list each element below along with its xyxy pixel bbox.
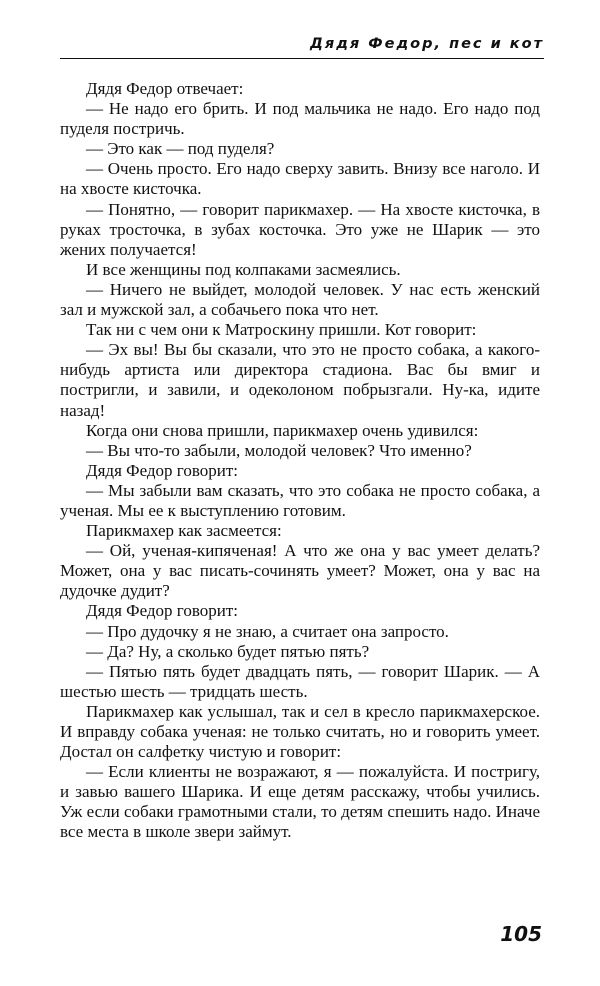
header-rule <box>60 58 544 59</box>
paragraph: Парикмахер как засмеется: <box>86 521 282 541</box>
paragraph: — Про дудочку я не знаю, а считает она запросто. <box>86 621 449 641</box>
paragraph: — Если клиенты не возражают, я — пожалуйста. И постригу, и завью вашего Шарика. И еще детям расскажу, чтобы учились. Уж если собаки грамотными стали, то детям спешить надо. Иначе все места в школе звери займут. <box>60 762 540 842</box>
paragraph: — Ой, ученая-кипяченая! А что же она у вас умеет делать? Может, она у вас писать-сочинять умеет? Может, она у вас на дудочке дудит? <box>60 541 540 601</box>
paragraph: Когда они снова пришли, парикмахер очень удивился: <box>86 420 479 440</box>
paragraph: И все женщины под колпаками засмеялись. <box>86 259 401 279</box>
paragraph: — Мы забыли вам сказать, что это собака не просто собака, а ученая. Мы ее к выступлению готовим. <box>60 480 540 520</box>
paragraph: — Эх вы! Вы бы сказали, что это не просто собака, а какого-нибудь артиста или директора стадиона. Вас бы вмиг и постригли, и завили, и одеколоном побрызгали. Ну-ка, идите назад! <box>60 340 540 420</box>
paragraph: Дядя Федор говорит: <box>86 460 238 480</box>
paragraph: — Да? Ну, а сколько будет пятью пять? <box>86 641 370 661</box>
paragraph: Дядя Федор отвечает: <box>86 79 244 98</box>
paragraph: — Вы что-то забыли, молодой человек? Что именно? <box>86 440 472 460</box>
page-text <box>60 79 540 843</box>
paragraph: — Ничего не выйдет, молодой человек. У нас есть женский зал и мужской зал, а собачьего пока что нет. <box>60 279 540 320</box>
paragraph: — Не надо его брить. И под мальчика не надо. Его надо под пуделя постричь. <box>60 99 540 139</box>
running-title: Дядя Федор, пес и кот <box>309 36 544 52</box>
paragraph: — Пятью пять будет двадцать пять, — говорит Шарик. — А шестью шесть — тридцать шесть. <box>60 661 540 701</box>
paragraph: — Это как — под пуделя? <box>86 139 275 159</box>
paragraph: — Очень просто. Его надо сверху завить. Внизу все наголо. И на хвосте кисточка. <box>60 159 540 199</box>
paragraph: Дядя Федор говорит: <box>86 601 238 621</box>
paragraph: Парикмахер как услышал, так и сел в кресло парикмахерское. И вправду собака ученая: не только считать, но и говорить умеет. Достал он салфетку чистую и говорит: <box>60 701 540 762</box>
paragraph: Так ни с чем они к Матроскину пришли. Кот говорит: <box>86 320 477 340</box>
paragraph: — Понятно, — говорит парикмахер. — На хвосте кисточка, в руках тросточка, в зубах косточка. Это уже не Шарик — это жених получается! <box>60 199 540 259</box>
page-number: 105 <box>500 922 542 946</box>
